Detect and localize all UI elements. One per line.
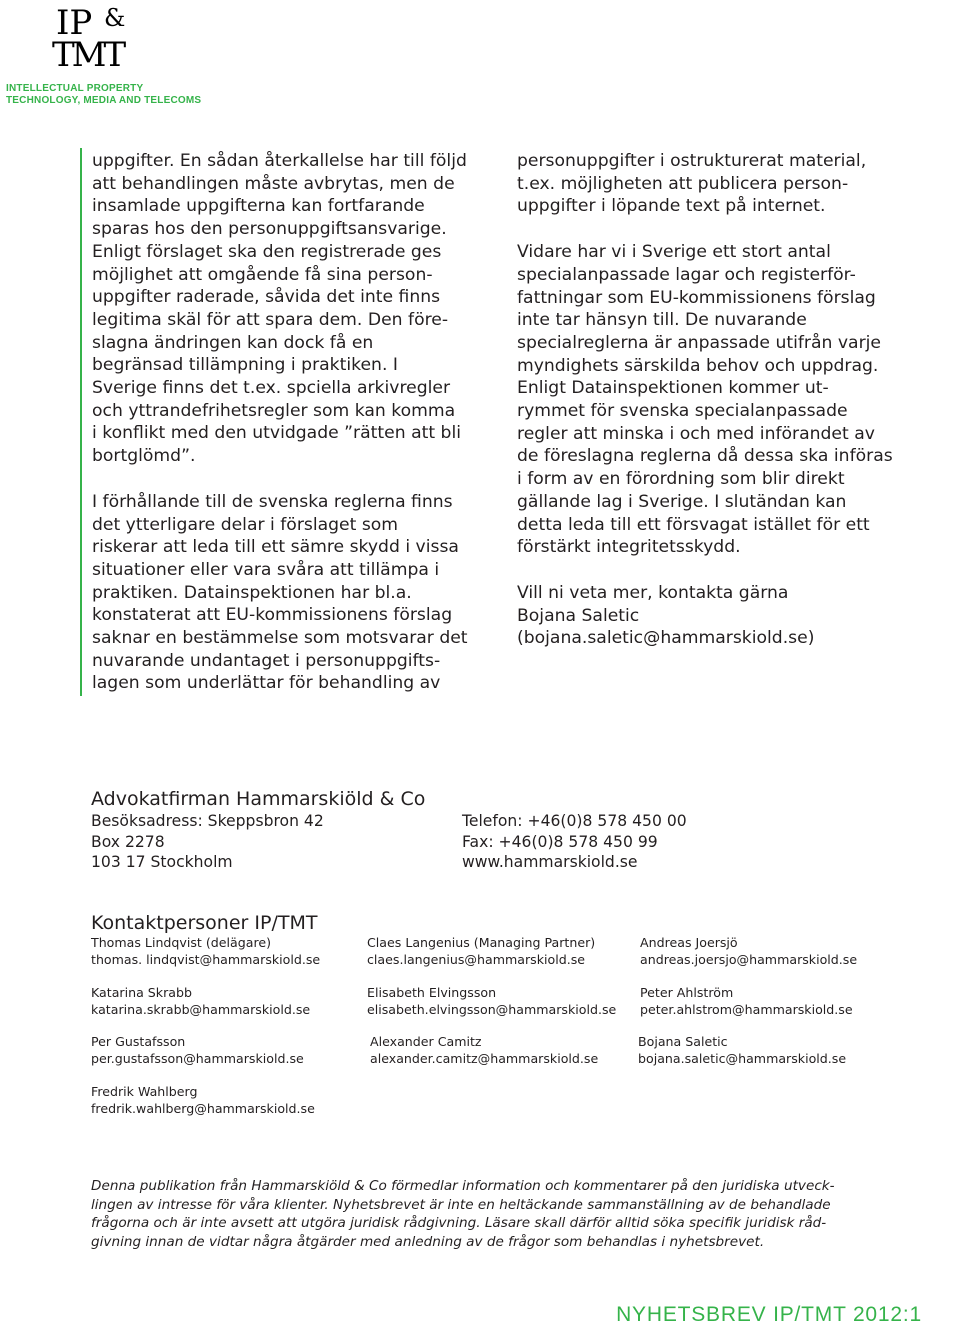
- text-line: riskerar att leda till ett sämre skydd i vissa: [92, 537, 459, 558]
- left-paragraph-1: [92, 150, 468, 468]
- text-line: sparas hos den personuppgiftsansvarige.: [92, 219, 447, 240]
- contact-email[interactable]: andreas.joersjo@hammarskiold.se: [640, 951, 858, 967]
- text-line: Vidare har vi i Sverige ett stort antal: [517, 242, 831, 263]
- logo-tmt-text: TMT: [52, 35, 124, 70]
- text-line: möjlighet att omgående få sina person-: [92, 264, 433, 285]
- text-line: personuppgifter i ostrukturerat material,: [517, 151, 867, 171]
- text-line: att behandlingen måste avbrytas, men de: [92, 173, 455, 194]
- phone-number: Telefon: +46(0)8 578 450 00: [462, 812, 687, 830]
- contact-name: Peter Ahlström: [640, 985, 734, 1000]
- disclaimer-line: lingen av intresse för våra klienter. Nyhetsbrevet är inte en heltäckande sammanställning av de behandlade: [91, 1196, 831, 1213]
- visit-address: Besöksadress: Skeppsbron 42: [91, 812, 324, 830]
- text-line: nuvarande undantaget i personuppgifts-: [92, 650, 441, 671]
- disclaimer-line: givning innan de vidtar några åtgärder med anledning av de frågor som behandlas i nyhetsbrevet.: [91, 1233, 765, 1250]
- fax-number: Fax: +46(0)8 578 450 99: [462, 832, 658, 851]
- contact-card: [367, 985, 616, 1018]
- text-line: Enligt förslaget ska den registrerade ges: [92, 241, 442, 262]
- text-line: konstaterat att EU-kommissionens förslag: [92, 605, 453, 626]
- text-line: specialreglerna är anpassade utifrån varje: [517, 332, 882, 353]
- contact-name: Alexander Camitz: [370, 1034, 482, 1049]
- contact-name: Andreas Joersjö: [640, 935, 738, 950]
- text-line: legitima skäl för att spara dem. Den före-: [92, 309, 449, 330]
- contacts-title: Kontaktpersoner IP/TMT: [91, 912, 318, 934]
- text-line: i form av en förordning som blir direkt: [517, 469, 845, 490]
- text-line: Bojana Saletic: [517, 605, 640, 626]
- contact-card: [638, 1034, 846, 1067]
- text-line: i konflikt med den utvidgade ”rätten att bli: [92, 423, 462, 444]
- contact-card: [370, 1034, 598, 1067]
- text-line: I förhållande till de svenska reglerna finns: [92, 491, 453, 512]
- disclaimer-line: Denna publikation från Hammarskiöld & Co förmedlar information och kommentarer på den juridiska utveck-: [91, 1178, 835, 1194]
- contact-email[interactable]: bojana.saletic@hammarskiold.se: [638, 1050, 847, 1066]
- left-column: [92, 150, 468, 695]
- text-line: de föreslagna reglerna då dessa ska införas: [517, 446, 893, 467]
- right-paragraph-1: [517, 150, 893, 218]
- logo-tagline-1: INTELLECTUAL PROPERTY: [6, 83, 144, 94]
- text-line: specialanpassade lagar och registerför-: [517, 264, 856, 285]
- contact-card: [91, 1034, 304, 1067]
- right-paragraph-2: [517, 241, 893, 559]
- newsletter-footer: NYHETSBREV IP/TMT 2012:1: [616, 1303, 922, 1326]
- city-address: 103 17 Stockholm: [91, 853, 233, 871]
- text-line: uppgifter raderade, såvida det inte finns: [92, 287, 441, 308]
- text-line: praktiken. Datainspektionen har bl.a.: [92, 582, 412, 603]
- text-line: saknar en bestämmelse som motsvarar det: [92, 628, 468, 649]
- contact-name: Bojana Saletic: [638, 1034, 728, 1049]
- text-line: lagen som underlättar för behandling av: [92, 673, 441, 694]
- text-line: inte tar hänsyn till. De nuvarande: [517, 310, 807, 331]
- contact-email[interactable]: fredrik.wahlberg@hammarskiold.se: [91, 1100, 315, 1116]
- contact-name: Katarina Skrabb: [91, 985, 192, 1000]
- contact-email[interactable]: peter.ahlstrom@hammarskiold.se: [640, 1001, 853, 1017]
- text-line: uppgifter i löpande text på internet.: [517, 196, 826, 217]
- text-line: insamlade uppgifterna kan fortfarande: [92, 196, 425, 217]
- contact-name: Fredrik Wahlberg: [91, 1084, 198, 1099]
- contact-email[interactable]: claes.langenius@hammarskiold.se: [367, 951, 586, 967]
- text-line: rymmet för svenska specialanpassade: [517, 401, 848, 422]
- contact-card: [640, 985, 853, 1018]
- contact-email[interactable]: elisabeth.elvingsson@hammarskiold.se: [367, 1001, 617, 1017]
- text-line: regler att minska i och med införandet av: [517, 423, 875, 444]
- text-line: bortglömd”.: [92, 446, 196, 467]
- text-line: slagna ändringen kan dock få en: [92, 332, 374, 353]
- firm-name: Advokatfirman Hammarskiöld & Co: [91, 788, 426, 810]
- right-column: [517, 150, 893, 650]
- contact-name: Claes Langenius (Managing Partner): [367, 935, 596, 950]
- disclaimer: [91, 1177, 835, 1251]
- logo-ampersand: &: [104, 4, 126, 32]
- text-line: detta leda till ett försvagat istället för ett: [517, 514, 870, 535]
- contact-name: Elisabeth Elvingsson: [367, 985, 497, 1000]
- text-line: situationer eller vara svåra att tillämpa i: [92, 559, 440, 580]
- logo-ip-text: IP: [56, 3, 93, 43]
- text-line: myndighets särskilda behov och uppdrag.: [517, 355, 879, 376]
- contact-name: Per Gustafsson: [91, 1034, 186, 1049]
- disclaimer-line: frågorna och är inte avsett att utgöra juridisk rådgivning. Läsare skall därför alltid söka specifik juridisk råd-: [91, 1215, 827, 1231]
- text-line: t.ex. möjligheten att publicera person-: [517, 173, 849, 194]
- contact-card: [91, 1084, 315, 1117]
- text-line: och yttrandefrihetsregler som kan komma: [92, 400, 456, 421]
- address-block: [91, 811, 324, 873]
- contact-card: [640, 935, 857, 968]
- text-line: Vill ni veta mer, kontakta gärna: [517, 582, 789, 603]
- text-line: gällande lag i Sverige. I slutändan kan: [517, 491, 847, 512]
- contact-card: [91, 985, 310, 1018]
- text-line: fattningar som EU-kommissionens förslag: [517, 287, 876, 308]
- contact-email[interactable]: per.gustafsson@hammarskiold.se: [91, 1050, 304, 1066]
- text-line: begränsad tillämpning i praktiken. I: [92, 355, 398, 376]
- right-paragraph-3: [517, 582, 893, 650]
- text-line: uppgifter. En sådan återkallelse har till följd: [92, 151, 467, 171]
- contact-email[interactable]: alexander.camitz@hammarskiold.se: [370, 1050, 599, 1066]
- contact-email[interactable]: katarina.skrabb@hammarskiold.se: [91, 1001, 311, 1017]
- text-line: Sverige finns det t.ex. spciella arkivregler: [92, 378, 451, 399]
- text-line: förstärkt integritetsskydd.: [517, 537, 741, 558]
- contact-email-text[interactable]: (bojana.saletic@hammarskiold.se): [517, 628, 815, 649]
- text-line: Enligt Datainspektionen kommer ut-: [517, 378, 829, 399]
- text-line: det ytterligare delar i förslaget som: [92, 514, 399, 535]
- contact-card: [367, 935, 595, 968]
- logo-tagline-2: TECHNOLOGY, MEDIA AND TELECOMS: [6, 95, 202, 106]
- contact-info-block: [462, 811, 687, 873]
- left-paragraph-2: [92, 491, 468, 695]
- website-link[interactable]: www.hammarskiold.se: [462, 853, 638, 871]
- accent-rule: [80, 148, 82, 696]
- contact-email[interactable]: thomas. lindqvist@hammarskiold.se: [91, 951, 321, 967]
- contact-card: [91, 935, 320, 968]
- box-address: Box 2278: [91, 832, 165, 851]
- contact-name: Thomas Lindqvist (delägare): [91, 935, 272, 950]
- company-logo: [52, 2, 144, 70]
